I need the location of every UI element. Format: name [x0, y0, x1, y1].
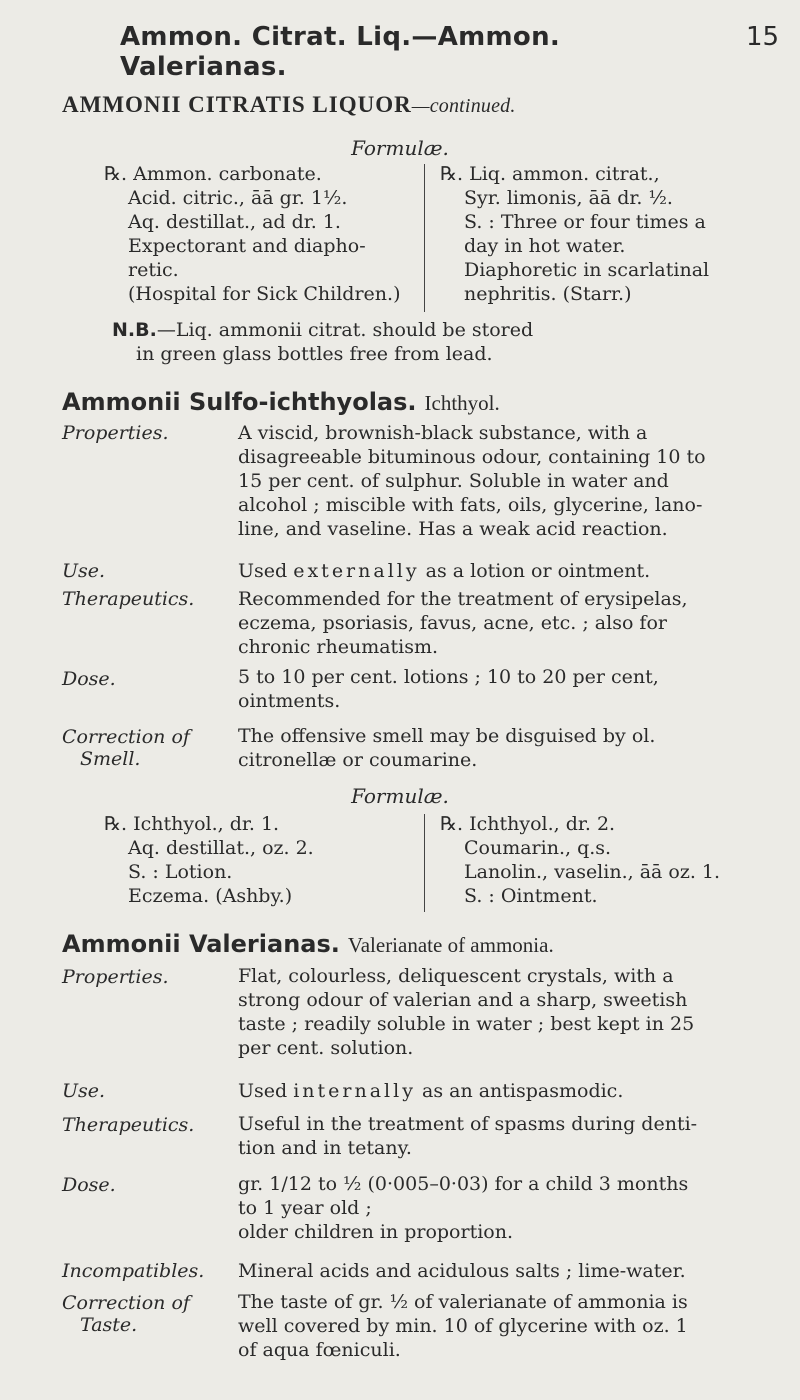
valerianas-subtitle: Valerianate of ammonia. — [347, 933, 554, 957]
text-line: chronic rheumatism. — [238, 636, 439, 658]
formula-line: Syr. limonis, āā dr. ½. — [464, 187, 673, 209]
column-divider — [424, 814, 425, 912]
citratis-title-main: AMMONII CITRATIS LIQUOR — [62, 92, 412, 117]
formula-line: ℞. Ammon. carbonate. — [104, 163, 322, 185]
page-number: 15 — [746, 22, 780, 52]
citratis-title-suffix: —continued. — [411, 95, 516, 117]
text-line: Recommended for the treatment of erysipelas, — [238, 588, 688, 610]
text-line: ointments. — [238, 690, 341, 712]
text-line: 15 per cent. of sulphur. Soluble in water and — [238, 470, 669, 492]
ichthyolas-therapeutics — [238, 587, 770, 659]
label-line: Taste. — [80, 1314, 138, 1336]
text-line: gr. 1/12 to ½ (0·005–0·03) for a child 3 months — [238, 1173, 689, 1195]
ichthyolas-properties — [238, 421, 770, 541]
formula-line: Acid. citric., āā gr. 1½. — [128, 187, 348, 209]
valerianas-heading — [62, 930, 554, 958]
ichthyolas-properties-label: Properties. — [62, 422, 169, 444]
valerianas-incompatibles: Mineral acids and acidulous salts ; lime-water. — [238, 1260, 686, 1282]
use-post: as a lotion or ointment. — [419, 560, 651, 582]
valerianas-use-label: Use. — [62, 1080, 106, 1102]
ichthyolas-heading — [62, 388, 500, 416]
use-post: as an antispasmodic. — [415, 1080, 624, 1102]
label-line: Smell. — [80, 748, 141, 770]
text-line: tion and in tetany. — [238, 1137, 412, 1159]
formula-line: S. : Ointment. — [464, 885, 598, 907]
text-line: of aqua fœniculi. — [238, 1339, 401, 1361]
text-line: alcohol ; miscible with fats, oils, glycerine, lano- — [238, 494, 703, 516]
column-divider — [424, 164, 425, 312]
formula-line: Aq. destillat., oz. 2. — [128, 837, 314, 859]
ichthyolas-correction-label — [62, 726, 212, 770]
nb-text: —Liq. ammonii citrat. should be stored — [156, 319, 534, 341]
ichthyolas-therapeutics-label: Therapeutics. — [62, 588, 195, 610]
formula-line: ℞. Liq. ammon. citrat., — [440, 163, 660, 185]
valerianas-use — [238, 1079, 770, 1103]
text-line: to 1 year old ; — [238, 1197, 372, 1219]
formula-line: Diaphoretic in scarlatinal — [464, 259, 710, 281]
formula-line: day in hot water. — [464, 235, 626, 257]
text-line: line, and vaseline. Has a weak acid reaction. — [238, 518, 668, 540]
ichthyolas-formula-right — [440, 812, 720, 908]
formula-line: ℞. Ichthyol., dr. 2. — [440, 813, 616, 835]
use-pre: Used — [238, 1080, 294, 1102]
text-line: The offensive smell may be disguised by ol. — [238, 725, 656, 747]
citratis-formulae-label: Formulæ. — [351, 136, 449, 160]
nb-text-2: in green glass bottles free from lead. — [136, 343, 493, 365]
ichthyolas-use — [238, 559, 770, 583]
formula-line: Expectorant and diapho- — [128, 235, 366, 257]
formula-line: S. : Three or four times a — [464, 211, 706, 233]
ichthyolas-correction — [238, 724, 770, 772]
text-line: The taste of gr. ½ of valerianate of ammonia is — [238, 1291, 688, 1313]
text-line: Useful in the treatment of spasms during denti- — [238, 1113, 698, 1135]
valerianas-properties-label: Properties. — [62, 966, 169, 988]
use-spaced: externally — [293, 560, 420, 582]
valerianas-dose — [238, 1172, 770, 1244]
label-line: Correction of — [62, 1292, 190, 1314]
text-line: taste ; readily soluble in water ; best kept in 25 — [238, 1013, 695, 1035]
valerianas-correction — [238, 1290, 770, 1362]
ichthyolas-use-label: Use. — [62, 560, 106, 582]
text-line: Flat, colourless, deliquescent crystals, with a — [238, 965, 674, 987]
text-line: older children in proportion. — [238, 1221, 513, 1243]
ichthyolas-dose — [238, 665, 770, 713]
valerianas-correction-label — [62, 1292, 212, 1336]
text-line: well covered by min. 10 of glycerine with oz. 1 — [238, 1315, 688, 1337]
use-spaced: internally — [293, 1080, 416, 1102]
formula-line: Coumarin., q.s. — [464, 837, 612, 859]
ichthyolas-formulae-label: Formulæ. — [351, 784, 449, 808]
formula-line: (Hospital for Sick Children.) — [128, 283, 401, 305]
text-line: eczema, psoriasis, favus, acne, etc. ; also for — [238, 612, 667, 634]
nb-label: N.B. — [112, 319, 157, 341]
formula-line: nephritis. (Starr.) — [464, 283, 632, 305]
label-line: Correction of — [62, 726, 190, 748]
citratis-formula-right — [440, 162, 709, 306]
text-line: A viscid, brownish-black substance, with a — [238, 422, 648, 444]
formula-line: retic. — [128, 259, 179, 281]
valerianas-properties — [238, 964, 770, 1060]
formula-line: S. : Lotion. — [128, 861, 233, 883]
text-line: 5 to 10 per cent. lotions ; 10 to 20 per cent, — [238, 666, 659, 688]
valerianas-incompatibles-label: Incompatibles. — [62, 1260, 205, 1282]
citratis-title — [62, 92, 516, 118]
ichthyolas-subtitle: Ichthyol. — [424, 391, 500, 415]
text-line: per cent. solution. — [238, 1037, 414, 1059]
formula-line: ℞. Ichthyol., dr. 1. — [104, 813, 280, 835]
valerianas-therapeutics — [238, 1112, 770, 1160]
ichthyolas-title: Ammonii Sulfo-ichthyolas. — [62, 388, 417, 416]
text-line: strong odour of valerian and a sharp, sweetish — [238, 989, 688, 1011]
citratis-formula-left — [104, 162, 400, 306]
text-line: disagreeable bituminous odour, containing 10 to — [238, 446, 706, 468]
valerianas-therapeutics-label: Therapeutics. — [62, 1114, 195, 1136]
ichthyolas-dose-label: Dose. — [62, 668, 116, 690]
formula-line: Lanolin., vaselin., āā oz. 1. — [464, 861, 721, 883]
valerianas-title: Ammonii Valerianas. — [62, 930, 340, 958]
running-title: Ammon. Citrat. Liq.—Ammon. Valerianas. — [120, 22, 561, 82]
text-line: citronellæ or coumarine. — [238, 749, 478, 771]
citratis-note — [112, 318, 762, 366]
valerianas-dose-label: Dose. — [62, 1174, 116, 1196]
ichthyolas-formula-left — [104, 812, 314, 908]
formula-line: Eczema. (Ashby.) — [128, 885, 293, 907]
formula-line: Aq. destillat., ad dr. 1. — [128, 211, 341, 233]
use-pre: Used — [238, 560, 294, 582]
